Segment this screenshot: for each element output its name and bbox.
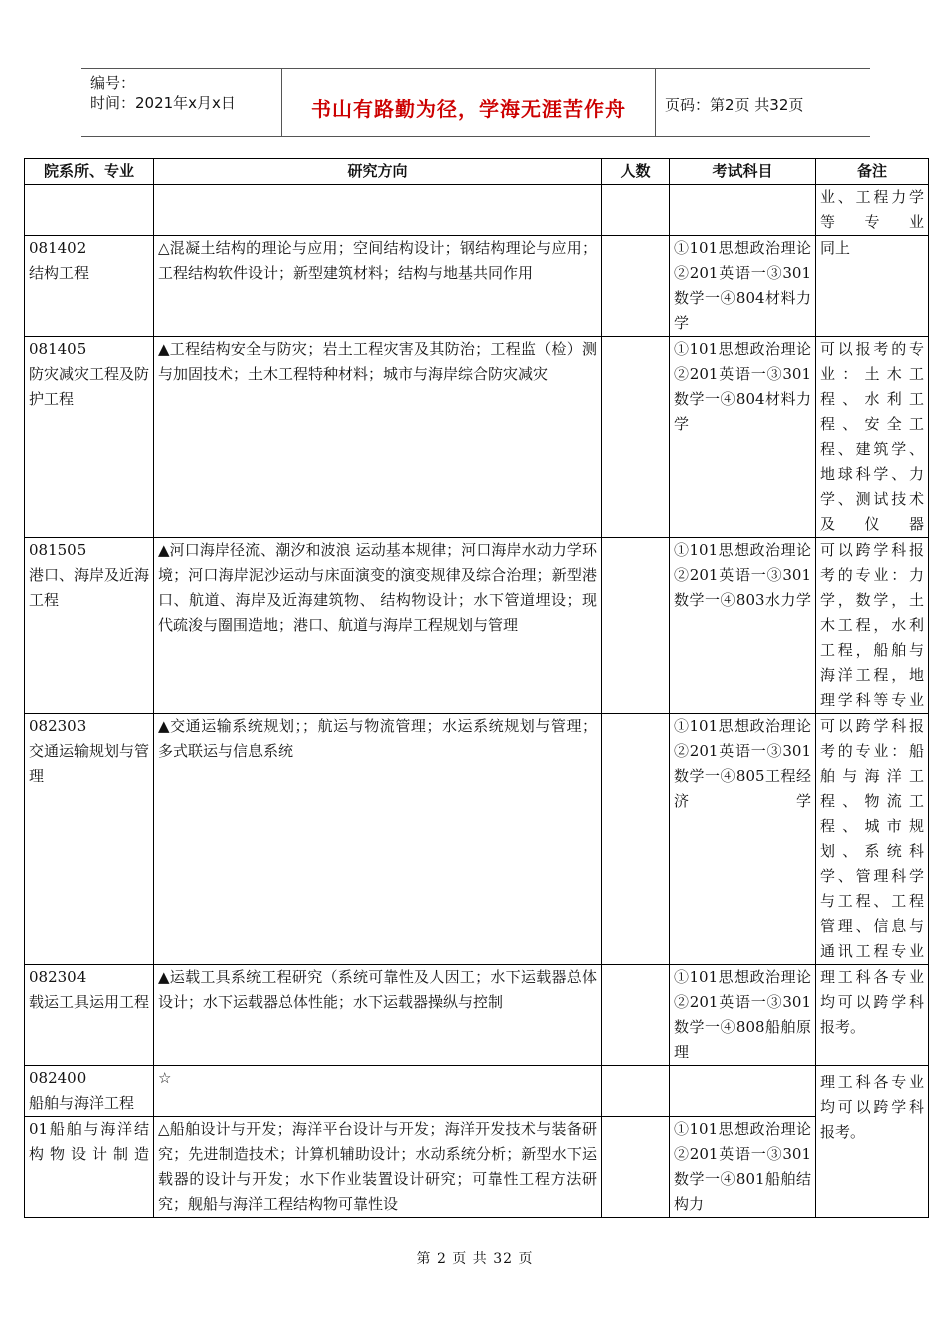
doc-time-label: 时间：2021年x月x日 xyxy=(90,94,236,112)
table-row xyxy=(25,337,929,538)
count-cell xyxy=(602,1066,670,1117)
column-header-count: 人数 xyxy=(602,159,670,185)
table-row xyxy=(25,1066,929,1117)
column-header-dept: 院系所、专业 xyxy=(25,159,154,185)
count-cell xyxy=(602,538,670,714)
table-row xyxy=(25,965,929,1066)
dept-cell xyxy=(25,185,154,236)
column-header-direction: 研究方向 xyxy=(154,159,602,185)
table-row xyxy=(25,236,929,337)
subjects-cell xyxy=(670,185,816,236)
table-row xyxy=(25,1117,929,1218)
page-footer: 第 2 页 共 32 页 xyxy=(416,1251,534,1267)
table-row xyxy=(25,714,929,965)
note-cell: 同上 xyxy=(816,236,929,337)
direction-cell xyxy=(154,185,602,236)
count-cell xyxy=(602,236,670,337)
dept-code: 082304 载运工具运用工程 xyxy=(29,968,150,1011)
dept-cell xyxy=(25,236,154,337)
dept-cell xyxy=(25,538,154,714)
dept-code: 081405 防灾减灾工程及防护工程 xyxy=(29,340,150,408)
direction-cell: ☆ xyxy=(154,1066,602,1117)
subjects-cell: ①101思想政治理论②201英语一③301数学一④803水力学 xyxy=(670,538,816,714)
dept-cell xyxy=(25,1066,154,1117)
dept-cell xyxy=(25,714,154,965)
page-header xyxy=(81,68,870,137)
direction-cell: ▲交通运输系统规划；；航运与物流管理；水运系统规划与管理；多式联运与信息系统 xyxy=(154,714,602,965)
dept-cell xyxy=(25,965,154,1066)
subjects-cell: ①101思想政治理论②201英语一③301数学一④801船舶结构力 xyxy=(670,1117,816,1218)
page-number-label: 页码：第2页 共32页 xyxy=(665,96,804,114)
header-motto-cell xyxy=(282,69,656,136)
table-row xyxy=(25,538,929,714)
column-header-subjects: 考试科目 xyxy=(670,159,816,185)
subjects-cell: ①101思想政治理论②201英语一③301数学一④804材料力学 xyxy=(670,236,816,337)
note-cell: 可以跨学科报考的专业：船舶与海洋工程、物流工程、城市规划、系统科学、管理科学与工程、工程管理、信息与通讯工程专业 xyxy=(816,714,929,965)
direction-cell: ▲运载工具系统工程研究（系统可靠性及人因工；水下运载器总体设计；水下运载器总体性能；水下运载器操纵与控制 xyxy=(154,965,602,1066)
count-cell xyxy=(602,714,670,965)
dept-code: 082303 交通运输规划与管理 xyxy=(29,717,150,785)
note-cell: 理工科各专业均可以跨学科报考。 xyxy=(816,1066,929,1218)
program-table xyxy=(24,158,929,1218)
note-cell: 业、工程力学等专业 xyxy=(816,185,929,236)
subjects-cell: ①101思想政治理论②201英语一③301数学一④808船舶原理 xyxy=(670,965,816,1066)
doc-number-label: 编号： xyxy=(90,74,136,92)
note-cell: 理工科各专业均可以跨学科报考。 xyxy=(816,965,929,1066)
direction-cell: ▲河口海岸径流、潮汐和波浪 运动基本规律；河口海岸水动力学环境；河口海岸泥沙运动与床面演变的演变规律及综合治理；新型港口、航道、海岸及近海建筑物、 结构物设计；水下管道埋设；现代疏浚与圈围造地；港口、航道与海岸工程规划与管理 xyxy=(154,538,602,714)
column-header-note: 备注 xyxy=(816,159,929,185)
count-cell xyxy=(602,185,670,236)
count-cell xyxy=(602,337,670,538)
note-cell: 可以跨学科报考的专业：力学，数学，土木工程，水利工程，船舶与海洋工程，地理学科等专业 xyxy=(816,538,929,714)
direction-cell: △船舶设计与开发；海洋平台设计与开发；海洋开发技术与装备研究；先进制造技术；计算机辅助设计；水动系统分析；新型水下运载器的设计与开发；水下作业装置设计研究；可靠性工程方法研究；舰船与海洋工程结构物可靠性设 xyxy=(154,1117,602,1218)
table-row xyxy=(25,185,929,236)
count-cell xyxy=(602,965,670,1066)
subjects-cell: ①101思想政治理论②201英语一③301数学一④804材料力学 xyxy=(670,337,816,538)
dept-code: 081505 港口、海岸及近海工程 xyxy=(29,541,150,609)
table-header-row xyxy=(25,159,929,185)
header-page-cell xyxy=(656,69,870,136)
count-cell xyxy=(602,1117,670,1218)
note-cell: 可以报考的专业：土木工程、水利工程、安全工程、建筑学、地球科学、力学、测试技术及仪器 xyxy=(816,337,929,538)
dept-cell xyxy=(25,337,154,538)
direction-cell: △混凝土结构的理论与应用；空间结构设计；钢结构理论与应用；工程结构软件设计；新型建筑材料；结构与地基共同作用 xyxy=(154,236,602,337)
motto-text: 书山有路勤为径，学海无涯苦作舟 xyxy=(311,97,626,121)
subjects-cell: ①101思想政治理论②201英语一③301数学一④805工程经济学 xyxy=(670,714,816,965)
dept-code: 081402 结构工程 xyxy=(29,239,90,282)
dept-code: 082400 船舶与海洋工程 xyxy=(29,1069,135,1112)
header-info-cell xyxy=(81,69,282,136)
subjects-cell xyxy=(670,1066,816,1117)
direction-cell: ▲工程结构安全与防灾；岩土工程灾害及其防治；工程监（检）测与加固技术；土木工程特种材料；城市与海岸综合防灾减灾 xyxy=(154,337,602,538)
dept-cell: 01船舶与海洋结构物设计制造 xyxy=(25,1117,154,1218)
